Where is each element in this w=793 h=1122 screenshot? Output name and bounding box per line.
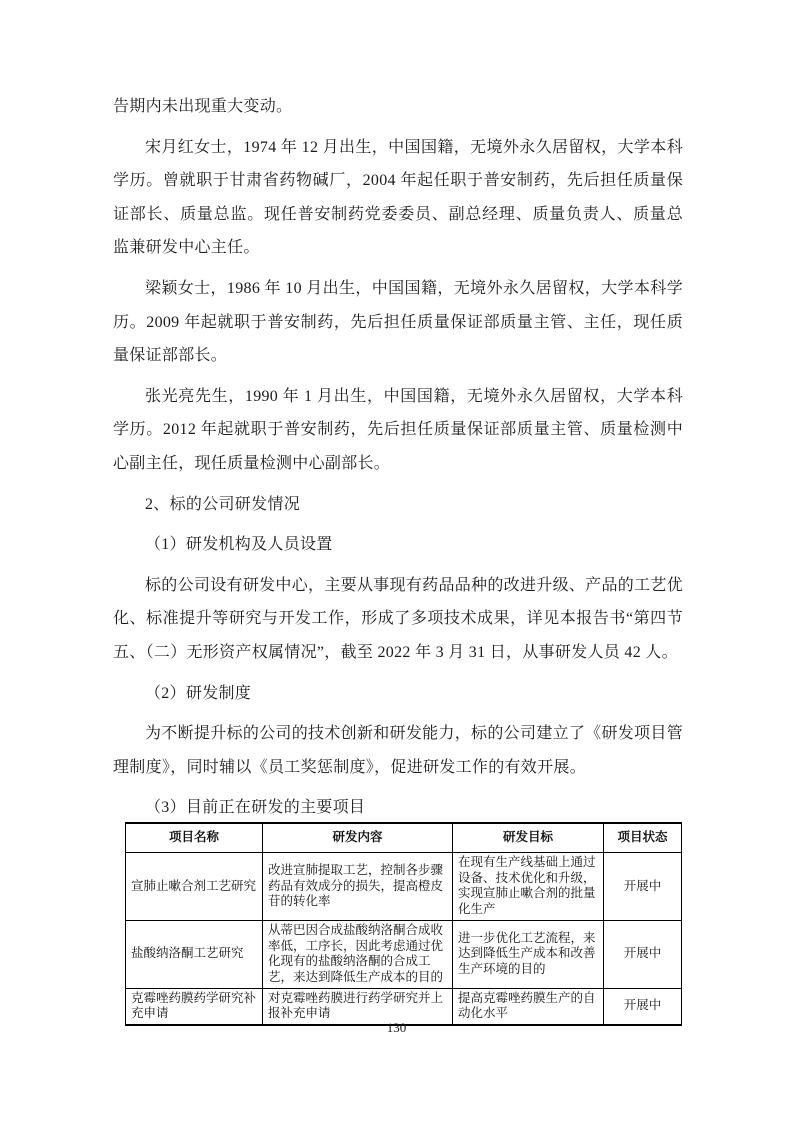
cell-project-status: 开展中 (604, 853, 682, 921)
cell-project-name: 宣肺止嗽合剂工艺研究 (126, 853, 263, 921)
header-rd-goal: 研发目标 (453, 823, 604, 853)
cell-rd-content: 从蒂巴因合成盐酸纳洛酮合成收率低，工序长，因此考虑通过优化现有的盐酸纳洛酮的合成工艺，来达到降低生产成本的目的 (263, 920, 453, 988)
cell-rd-content: 改进宣肺提取工艺，控制各步骤药品有效成分的损失，提高橙皮苷的转化率 (263, 853, 453, 921)
page-number: 130 (386, 1020, 407, 1035)
cell-project-status: 开展中 (604, 988, 682, 1025)
cell-rd-goal: 进一步优化工艺流程，来达到降低生产成本和改善生产环境的目的 (453, 920, 604, 988)
paragraph-rd-system: 为不断提升标的公司的技术创新和研发能力，标的公司建立了《研发项目管理制度》，同时辅以《员工奖惩制度》，促进研发工作的有效开展。 (113, 725, 683, 776)
header-rd-content: 研发内容 (263, 823, 453, 853)
table-row (126, 920, 682, 988)
table-row (126, 853, 682, 921)
paragraph-bio-song: 宋月红女士，1974 年 12 月出生，中国国籍，无境外永久居留权，大学本科学历。曾就职于甘肃省药物碱厂，2004 年起任职于普安制药，先后担任质量保证部长、质量总监。现任普安制药党委委员、副总经理、质量负责人、质量总监兼研发中心主任。 (113, 138, 683, 257)
cell-rd-content: 对克霉唑药膜进行药学研究并上报补充申请 (263, 988, 453, 1025)
cell-project-name: 克霉唑药膜药学研究补充申请 (126, 988, 263, 1025)
heading-rd-organization: （1）研发机构及人员设置 (145, 536, 333, 554)
header-project-status: 项目状态 (604, 823, 682, 853)
table-header-row (126, 823, 682, 853)
heading-rd-system: （2）研发制度 (145, 684, 252, 702)
paragraph-bio-zhang: 张光亮先生，1990 年 1 月出生，中国国籍，无境外永久居留权，大学本科学历。2012 年起就职于普安制药，先后担任质量保证部质量主管、质量检测中心副主任，现任质量检测中心副部长。 (113, 387, 683, 472)
cell-project-name: 盐酸纳洛酮工艺研究 (126, 920, 263, 988)
document-body (113, 90, 683, 825)
paragraph-bio-liang: 梁颖女士，1986 年 10 月出生，中国国籍，无境外永久居留权，大学本科学历。2009 年起就职于普安制药，先后担任质量保证部质量主管、主任，现任质量保证部部长。 (113, 279, 683, 365)
cell-project-status: 开展中 (604, 920, 682, 988)
cell-rd-goal: 在现有生产线基础上通过设备、技术优化和升级，实现宣肺止嗽合剂的批量化生产 (453, 853, 604, 921)
paragraph-continuation: 告期内未出现重大变动。 (113, 98, 293, 115)
rd-projects-table (125, 822, 682, 1026)
paragraph-rd-center: 标的公司设有研发中心，主要从事现有药品品种的改进升级、产品的工艺优化、标准提升等研究与开发工作，形成了多项技术成果，详见本报告书“第四节五、（二）无形资产权属情况”，截至 2022 年 3 月 31 日，从事研发人员 42 人。 (113, 576, 683, 661)
header-project-name: 项目名称 (126, 823, 263, 853)
cell-rd-goal: 提高克霉唑药膜生产的自动化水平 (453, 988, 604, 1025)
heading-rd-overview: 2、标的公司研发情况 (145, 495, 301, 513)
heading-rd-projects: （3）目前正在研发的主要项目 (145, 799, 366, 817)
